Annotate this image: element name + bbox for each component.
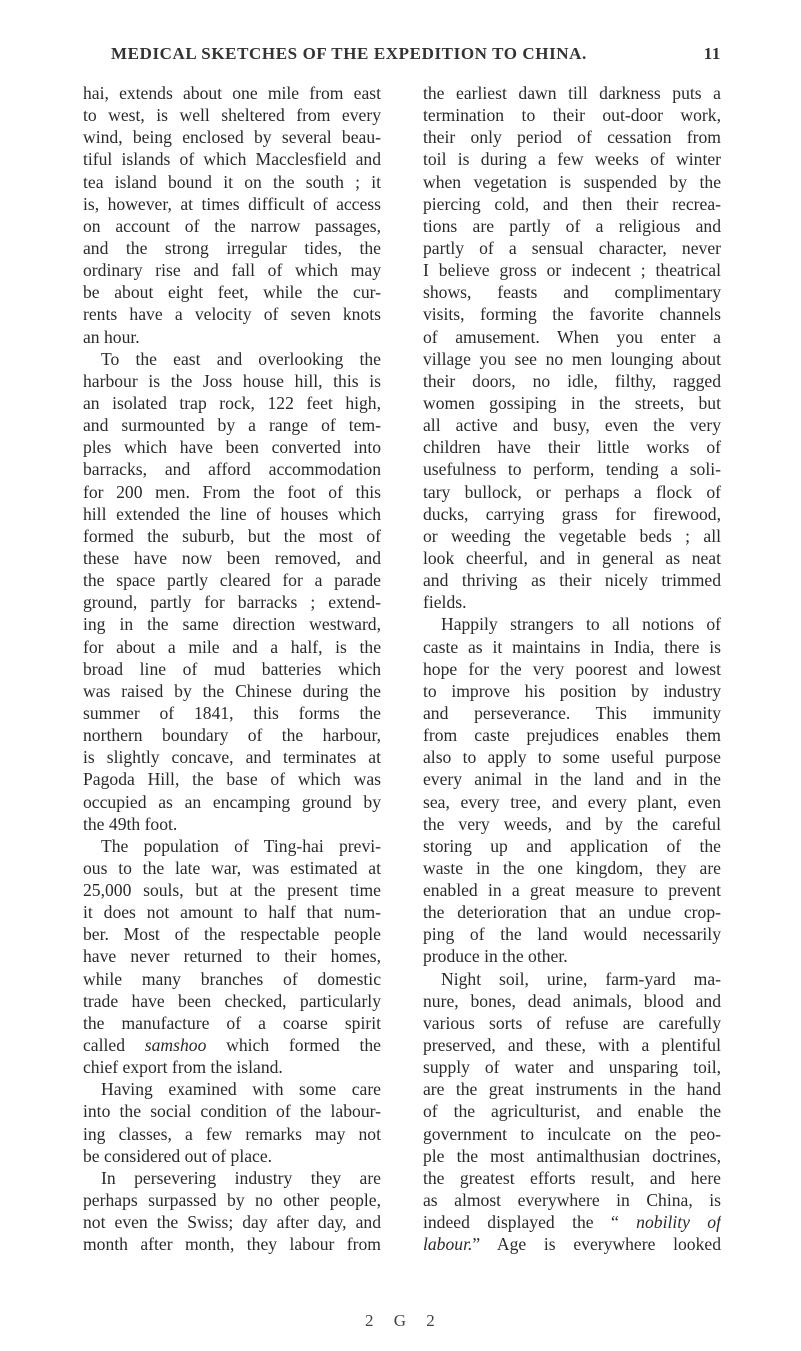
text-line: and the strong irregular tides, the <box>83 237 381 258</box>
text-line: are the great instruments in the hand <box>423 1079 721 1100</box>
text-line: Night soil, urine, farm-yard ma- <box>441 968 721 989</box>
text-line: ples which have been converted into <box>83 437 381 458</box>
text-line: as almost everywhere in China, is <box>423 1190 721 1211</box>
text-line: ing classes, a few remarks may not <box>83 1123 381 1144</box>
italic-text: samshoo <box>144 1035 207 1056</box>
text-line: ground, partly for barracks ; extend- <box>83 592 381 613</box>
text-line: ber. Most of the respectable people <box>83 924 381 945</box>
printer-signature: 2 G 2 <box>365 1311 443 1330</box>
text-line: all active and busy, even the very <box>423 415 721 436</box>
text-line: northern boundary of the harbour, <box>83 725 381 746</box>
text-line: enabled in a great measure to prevent <box>423 880 721 901</box>
text-line: hill extended the line of houses which <box>83 503 381 524</box>
text-line: for about a mile and a half, is the <box>83 636 381 657</box>
text-line: and surmounted by a range of tem- <box>83 415 381 436</box>
text-line: wind, being enclosed by several beau- <box>83 127 381 148</box>
text-line: be about eight feet, while the cur- <box>83 282 381 303</box>
text-line: partly of a sensual character, never <box>423 237 721 258</box>
text-line: month after month, they labour from <box>83 1234 381 1255</box>
text-line: of amusement. When you enter a <box>423 326 721 347</box>
text-line: nure, bones, dead animals, blood and <box>423 990 721 1011</box>
text-line: occupied as an encamping ground by <box>83 791 381 812</box>
text-line: Pagoda Hill, the base of which was <box>83 769 381 790</box>
text-line: tea island bound it on the south ; it <box>83 171 381 192</box>
text-line: be considered out of place. <box>83 1145 273 1166</box>
text-line: usefulness to perform, tending a soli- <box>423 459 721 480</box>
text-line: preserved, and these, with a plentiful <box>423 1035 721 1056</box>
text-line: was raised by the Chinese during the <box>83 680 381 701</box>
text-line: various sorts of refuse are carefully <box>423 1012 721 1033</box>
text-line: trade have been checked, particularly <box>83 990 381 1011</box>
text-line: fields. <box>423 592 467 613</box>
text-line: Having examined with some care <box>101 1079 381 1100</box>
text-line: every animal in the land and in the <box>423 769 721 790</box>
text-line: the very weeds, and by the careful <box>423 813 721 834</box>
text-line: an hour. <box>83 326 140 347</box>
text-line: supply of water and unsparing toil, <box>423 1057 721 1078</box>
text-line: tiful islands of which Macclesfield and <box>83 149 381 170</box>
text-line: labour.” Age is everywhere looked <box>423 1234 721 1255</box>
text-line: Happily strangers to all notions of <box>441 614 721 635</box>
text-line: the manufacture of a coarse spirit <box>83 1012 381 1033</box>
text-line: ing in the same direction westward, <box>83 614 381 635</box>
text-line: visits, forming the favorite channels <box>423 304 721 325</box>
text-line: summer of 1841, this forms the <box>83 702 381 723</box>
text-line: I believe gross or indecent ; theatrical <box>423 260 721 281</box>
text-line: or weeding the vegetable beds ; all <box>423 525 721 546</box>
text-line: the space partly cleared for a parade <box>83 570 381 591</box>
text-line: their doors, no idle, filthy, ragged <box>423 370 721 391</box>
text-line: produce in the other. <box>423 946 568 967</box>
text-line: The population of Ting-hai previ- <box>101 835 381 856</box>
text-line: 25,000 souls, but at the present time <box>83 880 381 901</box>
running-head: MEDICAL SKETCHES OF THE EXPEDITION TO CHINA. <box>111 44 587 63</box>
text-line: the greatest efforts result, and here <box>423 1167 721 1188</box>
text-line: an isolated trap rock, 122 feet high, <box>83 392 381 413</box>
page-number: 11 <box>703 44 721 63</box>
text-line: tions are partly of a religious and <box>423 215 721 236</box>
text-line: hai, extends about one mile from east <box>83 83 381 103</box>
text-line: hope for the very poorest and lowest <box>423 658 721 679</box>
text-line: formed the suburb, but the most of <box>83 525 381 546</box>
text-line: into the social condition of the labour- <box>83 1101 381 1122</box>
text-line: look cheerful, and in general as neat <box>423 547 721 568</box>
text-line: toil is during a few weeks of winter <box>423 149 721 170</box>
text-line: and perseverance. This immunity <box>423 702 721 723</box>
text-line: chief export from the island. <box>83 1057 283 1078</box>
text-line: to improve his position by industry <box>423 680 721 701</box>
text-line: also to apply to some useful purpose <box>423 747 721 768</box>
text-line: not even the Swiss; day after day, and <box>83 1212 381 1233</box>
text-line: government to inculcate on the peo- <box>423 1123 721 1144</box>
text-line: to west, is well sheltered from every <box>83 105 381 126</box>
text-line: ous to the late war, was estimated at <box>83 857 381 878</box>
text-line: sea, every tree, and every plant, even <box>423 791 721 812</box>
text-line: these have now been removed, and <box>83 547 381 568</box>
text-line: the earliest dawn till darkness puts a <box>423 83 721 103</box>
text-line: women gossiping in the streets, but <box>423 392 721 413</box>
text-line: ple the most antimalthusian doctrines, <box>423 1145 721 1166</box>
text-line: it does not amount to half that num- <box>83 902 381 923</box>
text-line: rents have a velocity of seven knots <box>83 304 381 325</box>
text-line: broad line of mud batteries which <box>83 658 381 679</box>
text-line: shows, feasts and complimentary <box>423 282 721 303</box>
text-line: ordinary rise and fall of which may <box>83 260 381 281</box>
text-line: indeed displayed the “ nobility of <box>423 1212 721 1233</box>
text-line: storing up and application of the <box>423 835 721 856</box>
text-line: the deterioration that an undue crop- <box>423 902 721 923</box>
text-line: To the east and overlooking the <box>101 348 381 369</box>
text-line: caste as it maintains in India, there is <box>423 636 721 657</box>
text-line: their only period of cessation from <box>423 127 721 148</box>
text-line: ducks, carrying grass for firewood, <box>423 503 721 524</box>
right-text-column <box>423 82 721 1255</box>
text-line: children have their little works of <box>423 437 721 458</box>
text-line: for 200 men. From the foot of this <box>83 481 381 502</box>
left-text-column <box>83 82 381 1255</box>
italic-text: nobility of <box>636 1212 721 1233</box>
text-line: barracks, and afford accommodation <box>83 459 381 480</box>
text-line: have never returned to their homes, <box>83 946 381 967</box>
text-line: from caste prejudices enables them <box>423 725 721 746</box>
text-line: termination to their out-door work, <box>423 105 721 126</box>
text-line: while many branches of domestic <box>83 968 381 989</box>
text-line: on account of the narrow passages, <box>83 215 381 236</box>
text-line: harbour is the Joss house hill, this is <box>83 370 381 391</box>
text-line: of the agriculturist, and enable the <box>423 1101 721 1122</box>
text-line: is slightly concave, and terminates at <box>83 747 381 768</box>
text-line: perhaps surpassed by no other people, <box>83 1190 381 1211</box>
italic-text: labour. <box>423 1234 473 1255</box>
text-line: called samshoo which formed the <box>83 1035 381 1056</box>
text-line: the 49th foot. <box>83 813 178 834</box>
text-line: village you see no men lounging about <box>423 348 721 369</box>
text-line: piercing cold, and then their recrea- <box>423 193 721 214</box>
text-line: ping of the land would necessarily <box>423 924 721 945</box>
text-line: In persevering industry they are <box>101 1167 381 1188</box>
text-line: is, however, at times difficult of access <box>83 193 381 214</box>
page-header <box>111 44 721 68</box>
text-line: tary bullock, or perhaps a flock of <box>423 481 721 502</box>
text-line: when vegetation is suspended by the <box>423 171 721 192</box>
text-line: and thriving as their nicely trimmed <box>423 570 721 591</box>
text-line: waste in the one kingdom, they are <box>423 857 721 878</box>
